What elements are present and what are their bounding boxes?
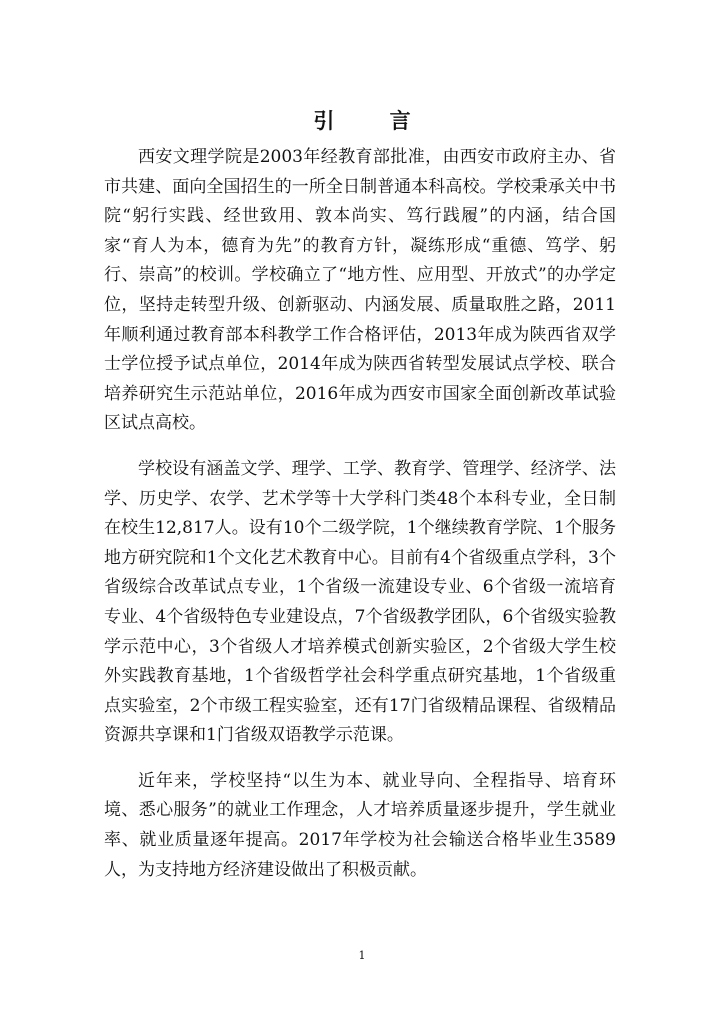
paragraph-3: 近年来，学校坚持“以生为本、就业导向、全程指导、培育环境、悉心服务”的就业工作理念，人才培养质量逐步提升，学生就业率、就业质量逐年提高。2017年学校为社会输送合格毕业生3589人，为支持地方经济建设做出了积极贡献。 [104, 770, 616, 880]
paragraph-1: 西安文理学院是2003年经教育部批准，由西安市政府主办、省市共建、面向全国招生的一所全日制普通本科高校。学校秉承关中书院“躬行实践、经世致用、敦本尚实、笃行践履”的内涵，结合国家“育人为本，德育为先”的教育方针，凝练形成“重德、笃学、躬行、崇高”的校训。学校确立了“地方性、应用型、开放式”的办学定位，坚持走转型升级、创新驱动、内涵发展、质量取胜之路，2011年顺利通过教育部本科教学工作合格评估，2013年成为陕西省双学士学位授予试点单位，2014年成为陕西省转型发展试点学校、联合培养研究生示范站单位，2016年成为西安市国家全面创新改革试验区试点高校。 [104, 147, 616, 434]
body-text [104, 143, 616, 885]
page-title: 引 言 [313, 109, 435, 134]
paragraph-2: 学校设有涵盖文学、理学、工学、教育学、管理学、经济学、法学、历史学、农学、艺术学等十大学科门类48个本科专业，全日制在校生12,817人。设有10个二级学院，1个继续教育学院、1个服务地方研究院和1个文化艺术教育中心。目前有4个省级重点学科，3个省级综合改革试点专业，1个省级一流建设专业、6个省级一流培育专业、4个省级特色专业建设点，7个省级教学团队，6个省级实验教学示范中心，3个省级人才培养模式创新实验区，2个省级大学生校外实践教育基地，1个省级哲学社会科学重点研究基地，1个省级重点实验室，2个市级工程实验室，还有17门省级精品课程、省级精品资源共享课和1门省级双语教学示范课。 [104, 458, 616, 746]
page-number: 1 [358, 949, 366, 962]
